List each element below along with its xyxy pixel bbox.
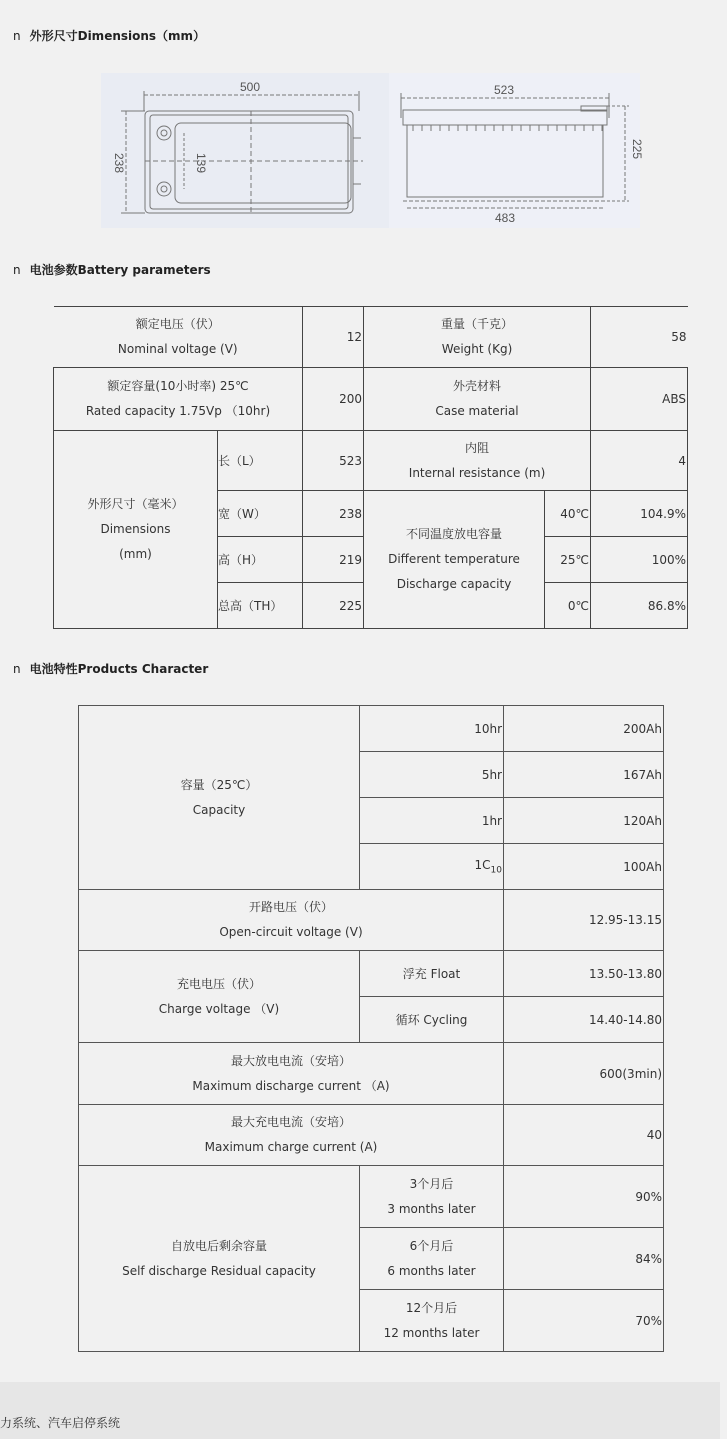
nominal-voltage-value: 12 [303,307,364,368]
6-months-label: 6个月后 6 months later [360,1228,504,1290]
temp-25-label: 25℃ [545,537,591,583]
dimensions-label: 外形尺寸（毫米） Dimensions (mm) [54,431,218,629]
internal-resistance-label: 内阻 Internal resistance (m) [364,431,591,491]
internal-resistance-value: 4 [591,431,688,491]
nominal-voltage-label: 额定电压（伏） Nominal voltage (V) [54,307,303,368]
cycling-label: 循环 Cycling [360,997,504,1043]
top-width-label: 500 [239,80,261,94]
case-material-value: ABS [591,368,688,431]
rated-capacity-value: 200 [303,368,364,431]
max-charge-value: 40 [504,1105,664,1166]
max-discharge-label: 最大放电电流（安培） Maximum discharge current （A) [79,1043,504,1105]
open-circuit-voltage-label: 开路电压（伏） Open-circuit voltage (V) [79,890,504,951]
max-discharge-value: 600(3min) [504,1043,664,1105]
temp-25-value: 100% [591,537,688,583]
6-months-value: 84% [504,1228,664,1290]
weight-label: 重量（千克） Weight (Kg) [364,307,591,368]
length-label: 长（L） [218,431,303,491]
3-months-label: 3个月后 3 months later [360,1166,504,1228]
capacity-value-10hr: 200Ah [504,706,664,752]
float-label: 浮充 Float [360,951,504,997]
character-section-title: n 电池特性Products Character [13,662,209,676]
12-months-value: 70% [504,1290,664,1352]
total-height-value: 225 [303,583,364,629]
self-discharge-label: 自放电后剩余容量 Self discharge Residual capacity [79,1166,360,1352]
charge-voltage-label: 充电电压（伏） Charge voltage （V) [79,951,360,1043]
battery-parameters-table [53,306,688,629]
width-value: 238 [303,491,364,537]
capacity-value-1c10: 100Ah [504,844,664,890]
rated-capacity-label: 额定容量(10小时率) 25℃ Rated capacity 1.75Vp （10hr) [54,368,303,431]
temp-40-label: 40℃ [545,491,591,537]
cycling-value: 14.40-14.80 [504,997,664,1043]
capacity-rate-1c10: $1C_{10}$ [360,844,504,890]
width-label: 宽（W） [218,491,303,537]
side-height-label: 225 [630,138,644,160]
params-section-title: n 电池参数Battery parameters [13,263,211,277]
temp-40-value: 104.9% [591,491,688,537]
temp-0-label: 0℃ [545,583,591,629]
capacity-rate-10hr: 10hr [360,706,504,752]
dimension-drawing [101,73,644,228]
temperature-capacity-label: 不同温度放电容量 Different temperature Discharge capacity [364,491,545,629]
capacity-rate-5hr: 5hr [360,752,504,798]
capacity-value-5hr: 167Ah [504,752,664,798]
footer-application-text: 力系统、汽车启停系统 [0,1416,121,1430]
open-circuit-voltage-value: 12.95-13.15 [504,890,664,951]
height-value: 219 [303,537,364,583]
temp-0-value: 86.8% [591,583,688,629]
dimensions-section-title: n 外形尺寸Dimensions（mm） [13,29,206,43]
weight-value: 58 [591,307,688,368]
capacity-value-1hr: 120Ah [504,798,664,844]
capacity-rate-1hr: 1hr [360,798,504,844]
side-base-label: 483 [494,211,516,225]
products-character-table [78,705,664,1352]
dimension-drawing-svg [101,73,644,228]
float-value: 13.50-13.80 [504,951,664,997]
max-charge-label: 最大充电电流（安培） Maximum charge current (A) [79,1105,504,1166]
12-months-label: 12个月后 12 months later [360,1290,504,1352]
side-length-label: 523 [493,83,515,97]
total-height-label: 总高（TH） [218,583,303,629]
top-height-label: 238 [112,152,126,174]
height-label: 高（H） [218,537,303,583]
case-material-label: 外壳材料 Case material [364,368,591,431]
terminal-spacing-label: 139 [194,152,208,174]
capacity-label: 容量（25℃） Capacity [79,706,360,890]
3-months-value: 90% [504,1166,664,1228]
length-value: 523 [303,431,364,491]
